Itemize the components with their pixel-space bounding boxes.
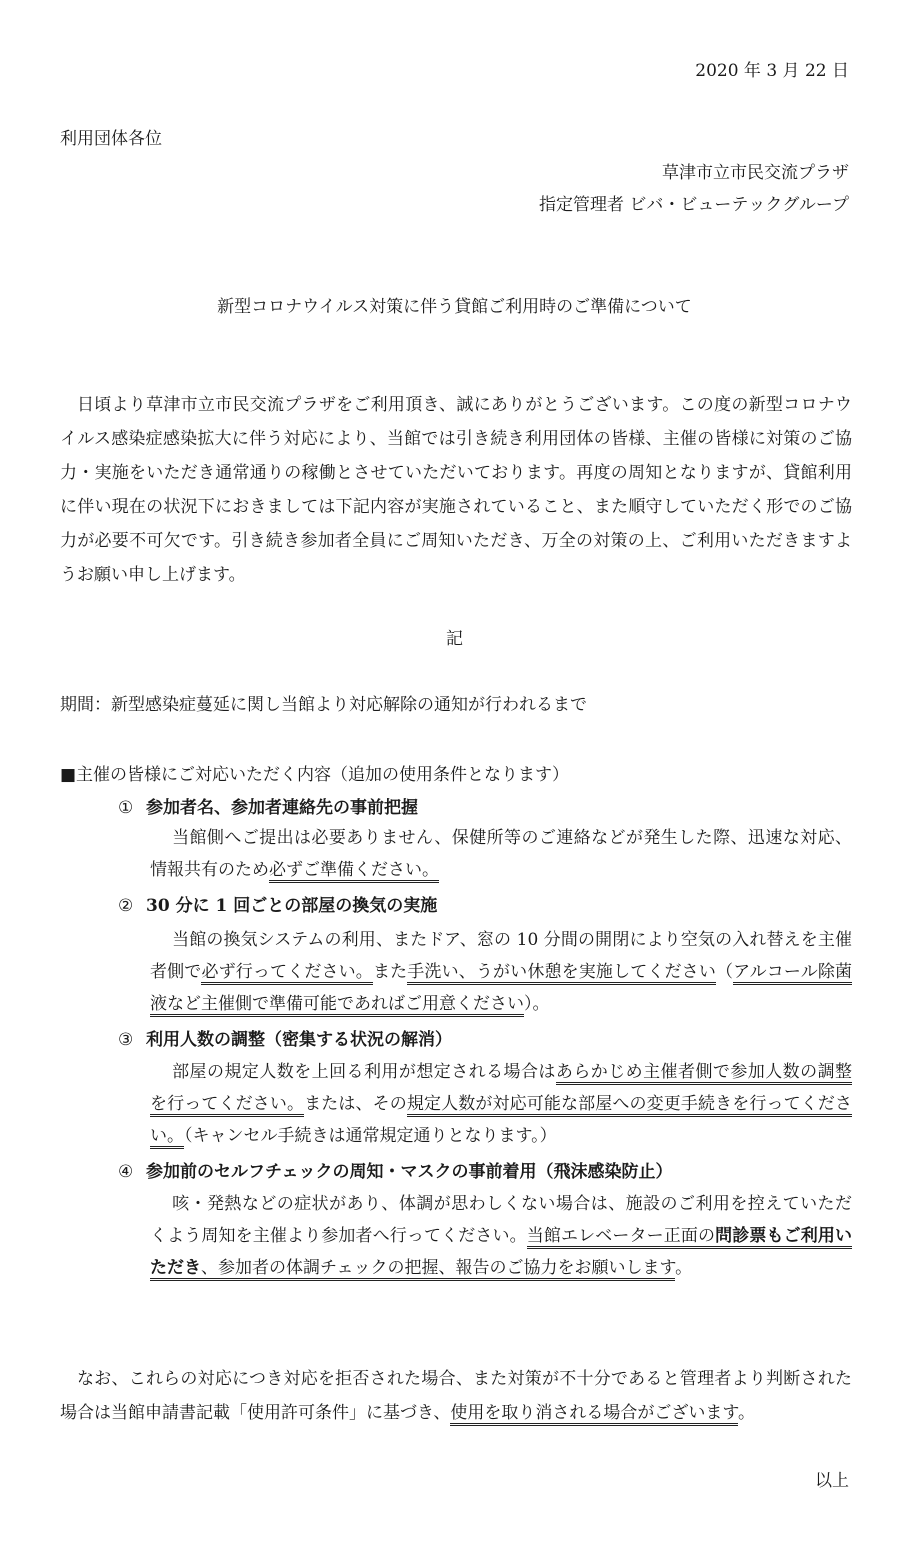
- item-1-underlined: 必ずご準備ください。: [269, 860, 439, 883]
- item-2-underlined-2: 手洗い、うがい休憩を実施してください: [407, 962, 716, 985]
- ki-mark: 記: [446, 629, 463, 649]
- sender-manager: 指定管理者 ビバ・ビューテックグループ: [538, 195, 849, 215]
- item-4-text-a: 咳・発熱などの症状があり、体調が思わしくない場合は、施設のご利用を控えていただくよう周知を主催より参加者へ行ってください。: [150, 1194, 852, 1246]
- item-2-underlined-1: 必ず行ってください。: [201, 962, 373, 985]
- item-2-underlined-3: アルコール除菌液など主催側で準備可能であればご用意ください: [150, 962, 852, 1017]
- item-4-title: 参加前のセルフチェックの周知・マスクの事前着用（飛沫感染防止）: [146, 1162, 673, 1182]
- item-2-body: [150, 924, 852, 1020]
- closing-underlined: 使用を取り消される場合がございます: [450, 1403, 738, 1426]
- item-3-underlined-1: あらかじめ主催者側で参加人数の調整を行ってください。: [150, 1062, 852, 1117]
- intro-paragraph: 日頃より草津市立市民交流プラザをご利用頂き、誠にありがとうございます。この度の新型コロナウイルス感染症感染拡大に伴う対応により、当館では引き続き利用団体の皆様、主催の皆様に対策のご協力・実施をいただき通常通りの稼働とさせていただいております。再度の周知となりますが、貸館利用に伴い現在の状況下におきましては下記内容が実施されていること、また順守していただく形でのご協力が必要不可欠です。引き続き参加者全員にご周知いただき、万全の対策の上、ご利用いただきますようお願い申し上げます。: [60, 395, 852, 585]
- item-2-heading: [118, 891, 437, 916]
- period-line: 期間：新型感染症蔓延に関し当館より対応解除の通知が行われるまで: [60, 695, 587, 715]
- sender-organization: 草津市立市民交流プラザ: [662, 163, 849, 183]
- item-1-title: 参加者名、参加者連絡先の事前把握: [146, 798, 418, 818]
- item-4-text-b: 。: [675, 1258, 693, 1278]
- item-1-number: ①: [118, 798, 134, 818]
- item-2-text-d: ）。: [524, 994, 550, 1014]
- item-3-underlined-2: 規定人数が対応可能な部屋への変更手続きを行ってください。: [150, 1094, 852, 1149]
- end-mark: 以上: [815, 1471, 849, 1491]
- closing-paragraph: [60, 1362, 852, 1430]
- item-4-body: [150, 1188, 852, 1284]
- item-4-underlined-bold: 問診票もご利用いただき: [150, 1226, 852, 1281]
- item-2-number: ②: [118, 896, 134, 916]
- item-3-text-a: 部屋の規定人数を上回る利用が想定される場合は: [172, 1062, 556, 1082]
- item-2-title: 30 分に 1 回ごとの部屋の換気の実施: [146, 896, 438, 916]
- item-4-underlined-end: 、参加者の体調チェックの把握、報告のご協力をお願いします: [201, 1258, 675, 1281]
- section-heading: ■主催の皆様にご対応いただく内容（追加の使用条件となります）: [60, 765, 570, 785]
- item-3-number: ③: [118, 1030, 134, 1050]
- document-date: 2020 年 3 月 22 日: [695, 61, 849, 81]
- closing-text-a: なお、これらの対応につき対応を拒否された場合、また対策が不十分であると管理者より判断された場合は当館申請書記載「使用許可条件」に基づき、: [60, 1369, 852, 1423]
- item-3-text-b: または、その: [304, 1094, 407, 1114]
- item-1-text: 当館側へご提出は必要ありません、保健所等のご連絡などが発生した際、迅速な対応、情報共有のため: [150, 828, 852, 880]
- item-4-number: ④: [118, 1162, 134, 1182]
- item-2-text-c: （: [716, 962, 734, 982]
- item-3-text-c: （キャンセル手続きは通常規定通りとなります。）: [184, 1126, 557, 1146]
- addressee: 利用団体各位: [60, 129, 162, 149]
- item-4-heading: [118, 1157, 673, 1182]
- item-2-text-a: 当館の換気システムの利用、またドア、窓の 10 分間の開閉により空気の入れ替えを主催者側で: [150, 930, 852, 982]
- item-4-underlined-1: 当館エレベーター正面の: [527, 1226, 715, 1249]
- item-3-title: 利用人数の調整（密集する状況の解消）: [146, 1030, 452, 1050]
- item-1-body: [150, 822, 852, 886]
- item-2-text-b: また: [372, 962, 408, 982]
- item-1-heading: [118, 793, 418, 818]
- closing-text-b: 。: [737, 1403, 755, 1423]
- item-3-heading: [118, 1025, 452, 1050]
- item-3-body: [150, 1056, 852, 1152]
- document-title: 新型コロナウイルス対策に伴う貸館ご利用時のご準備について: [217, 297, 692, 317]
